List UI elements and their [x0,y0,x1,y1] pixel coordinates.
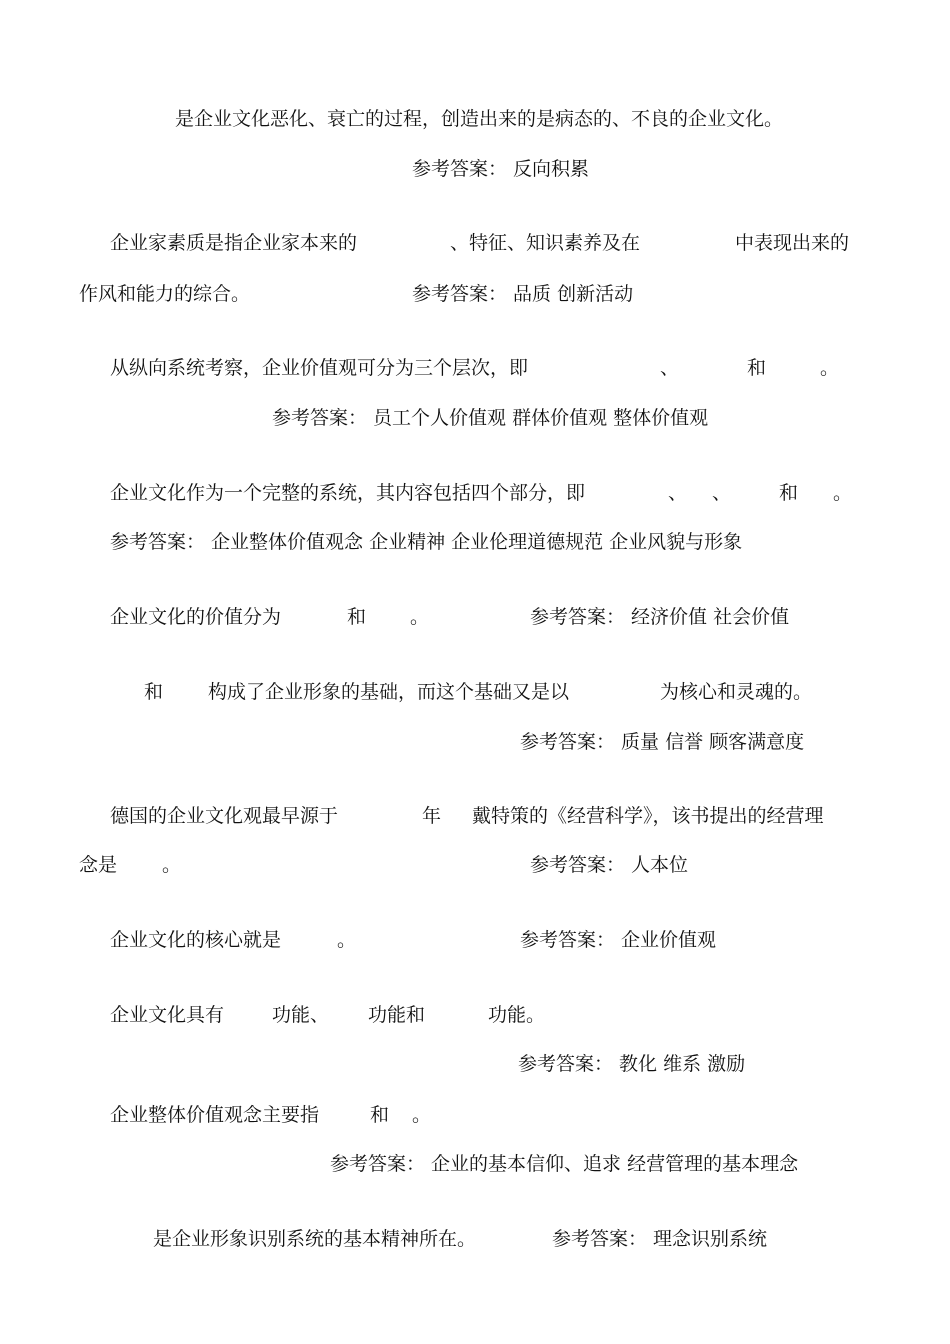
question-text: 、 [668,482,688,504]
question-text: 、 [712,482,732,504]
question-text: 念是 [79,854,118,876]
reference-answer: 参考答案： 企业的基本信仰、追求 经营管理的基本理念 [330,1153,799,1175]
question-text: 。 [410,606,430,628]
reference-answer: 参考答案： 企业整体价值观念 企业精神 企业伦理道德规范 企业风貌与形象 [110,531,743,553]
question-text: 、特征、知识素养及在 [450,232,641,254]
question-text: 是企业形象识别系统的基本精神所在。 [153,1228,477,1250]
question-text: 企业文化作为一个完整的系统，其内容包括四个部分，即 [110,482,586,504]
reference-answer: 参考答案： 理念识别系统 [552,1228,768,1250]
question-text: 企业文化具有 [110,1004,225,1026]
reference-answer: 参考答案： 员工个人价值观 群体价值观 整体价值观 [272,407,709,429]
question-text: 德国的企业文化观最早源于 [110,805,339,827]
reference-answer: 参考答案： 人本位 [530,854,689,876]
question-text: 、 [660,357,680,379]
question-text: 是企业文化恶化、衰亡的过程，创造出来的是病态的、不良的企业文化。 [175,108,784,130]
question-text: 功能和 [368,1004,426,1026]
question-text: 和 [779,482,799,504]
question-text: 作风和能力的综合。 [79,283,251,305]
question-text: 。 [162,854,182,876]
reference-answer: 参考答案： 反向积累 [412,158,590,180]
question-text: 。 [337,929,357,951]
question-text: 和 [370,1104,390,1126]
question-text: 。 [820,357,840,379]
question-text: 戴特策的《经营科学》，该书提出的经营理 [472,805,824,827]
question-text: 功能、 [272,1004,330,1026]
reference-answer: 参考答案： 经济价值 社会价值 [530,606,790,628]
question-text: 为核心和灵魂的。 [660,681,813,703]
question-text: 企业整体价值观念主要指 [110,1104,320,1126]
question-text: 企业家素质是指企业家本来的 [110,232,358,254]
question-text: 企业文化的核心就是 [110,929,282,951]
question-text: 从纵向系统考察，企业价值观可分为三个层次，即 [110,357,529,379]
question-text: 构成了企业形象的基础，而这个基础又是以 [208,681,570,703]
question-text: 年 [422,805,442,827]
question-text: 和 [144,681,164,703]
reference-answer: 参考答案： 质量 信誉 顾客满意度 [520,731,805,753]
question-text: 和 [347,606,367,628]
reference-answer: 参考答案： 企业价值观 [520,929,717,951]
reference-answer: 参考答案： 教化 维系 激励 [518,1053,746,1075]
question-text: 和 [747,357,767,379]
question-text: 企业文化的价值分为 [110,606,282,628]
question-text: 功能。 [488,1004,546,1026]
question-text: 。 [412,1104,432,1126]
question-text: 。 [833,482,853,504]
reference-answer: 参考答案： 品质 创新活动 [412,283,634,305]
question-text: 中表现出来的 [735,232,850,254]
